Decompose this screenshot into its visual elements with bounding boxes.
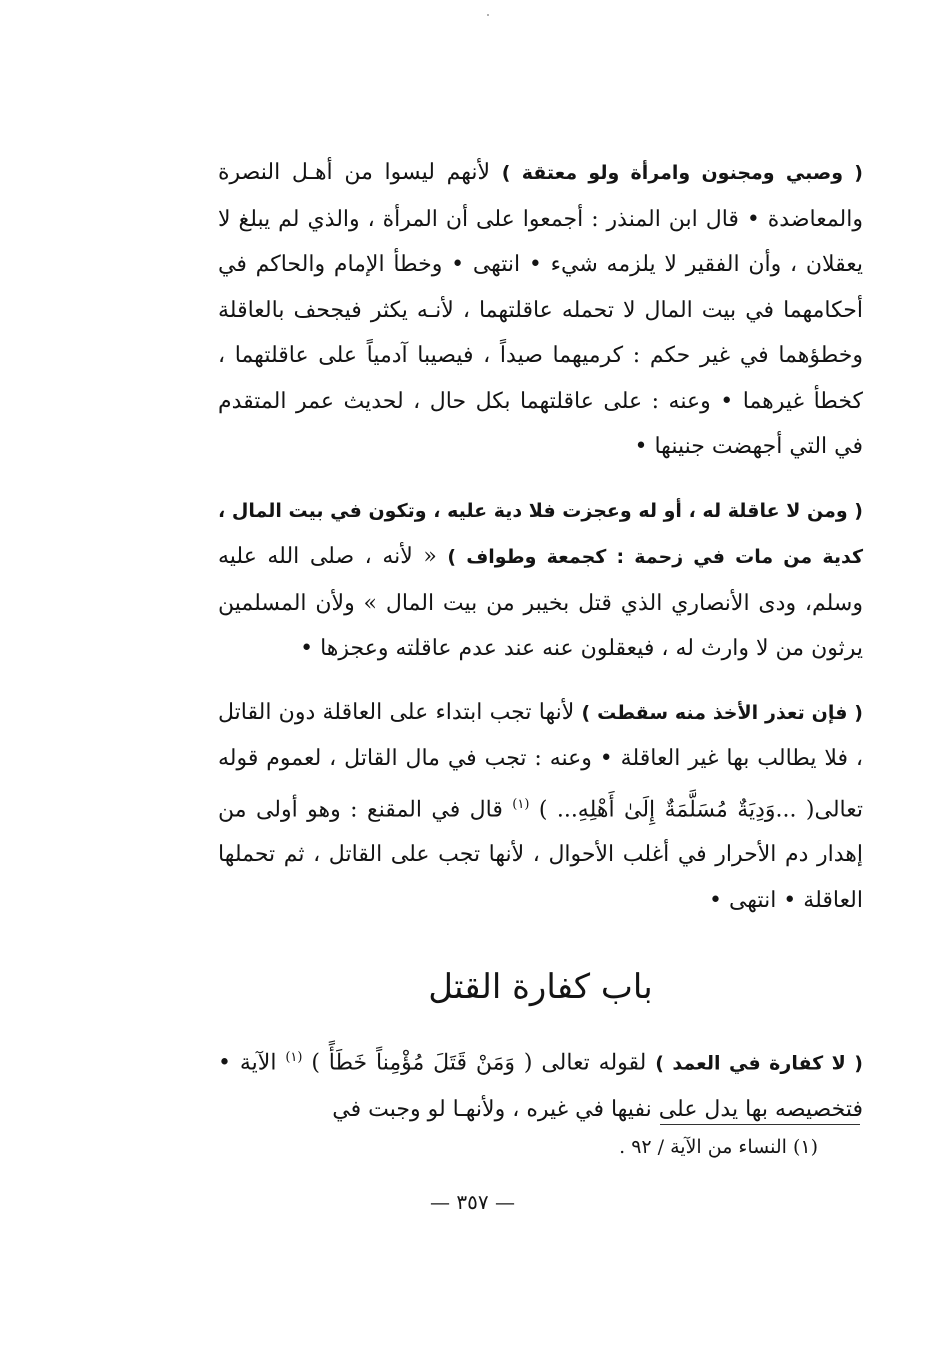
footnote-divider <box>660 1124 860 1125</box>
footnote-marker: (١) <box>512 796 530 812</box>
paragraph-3 <box>218 690 863 924</box>
page-number: — ٣٥٧ — <box>430 1190 515 1214</box>
commentary-text: لأنها تجب ابتداء على العاقلة دون القاتل ، فلا يطالب بها غير العاقلة • وعنه : تجب في مال القاتل ، لعموم قوله تعالى( ...وَدِيَةٌ مُسَلَّمَةٌ إِلَىٰ أَهْلِهِ... ) <box>218 699 863 822</box>
chapter-heading: باب كفارة القتل <box>428 967 653 1008</box>
commentary-text: قال في المقنع : وهو أولى من إهدار دم الأحرار في أغلب الأحوال ، لأنها تجب على القاتل ، ثم تحملها العاقلة • انتهى • <box>218 796 863 913</box>
page-body <box>218 150 863 1133</box>
commentary-text: لأنهم ليسوا من أهـل النصرة والمعاضدة • قال ابن المنذر : أجمعوا على أن المرأة ، والذي لم يبلغ لا يعقلان ، وأن الفقير لا يلزمه شيء • انتهى • وخطأ الإمام والحاكم في أحكامهما في بيت المال لا تحمله عاقلتهما ، لأنـه يكثر فيجحف بالعاقلة وخطؤهما في غير حكم : كرميهما صيداً ، فيصيبا آدمياً على عاقلتهما ، كخطأ غيرهما • وعنه : على عاقلتهما بكل حال ، لحديث عمر المتقدم في التي أجهضت جنينها • <box>218 160 863 459</box>
speck <box>487 14 489 16</box>
paragraph-1 <box>218 150 863 470</box>
matn-text: ( لا كفارة في العمد ) <box>655 1052 863 1075</box>
matn-text: ( ومن لا عاقلة له ، أو له وعجزت فلا دية عليه ، وتكون في بيت المال ، كدية من مات في زحمة : كجمعة وطواف ) <box>218 499 864 568</box>
footnote: (١) النساء من الآية / ٩٢ . <box>619 1136 818 1158</box>
matn-text: ( فإن تعذر الأخذ منه سقطت ) <box>581 701 863 724</box>
commentary-text: الآية • فتخصيصه بها يدل على نفيها في غيره ، ولأنهـا لو وجبت في <box>218 1050 863 1123</box>
commentary-text: « لأنه ، صلى الله عليه وسلم، ودى الأنصاري الذي قتل بخيبر من بيت المال » ولأن المسلمين يرثون من لا وارث له ، فيعقلون عنه عند عدم عاقلته وعجزها • <box>218 544 863 661</box>
matn-text: ( وصبي ومجنون وامرأة ولو معتقة ) <box>501 162 863 184</box>
commentary-text: لقوله تعالى ( وَمَنْ قَتَلَ مُؤْمِناً خَطَأً ) <box>302 1050 656 1076</box>
paragraph-4 <box>218 1035 863 1132</box>
footnote-marker: (١) <box>285 1050 303 1066</box>
paragraph-2 <box>218 488 863 672</box>
